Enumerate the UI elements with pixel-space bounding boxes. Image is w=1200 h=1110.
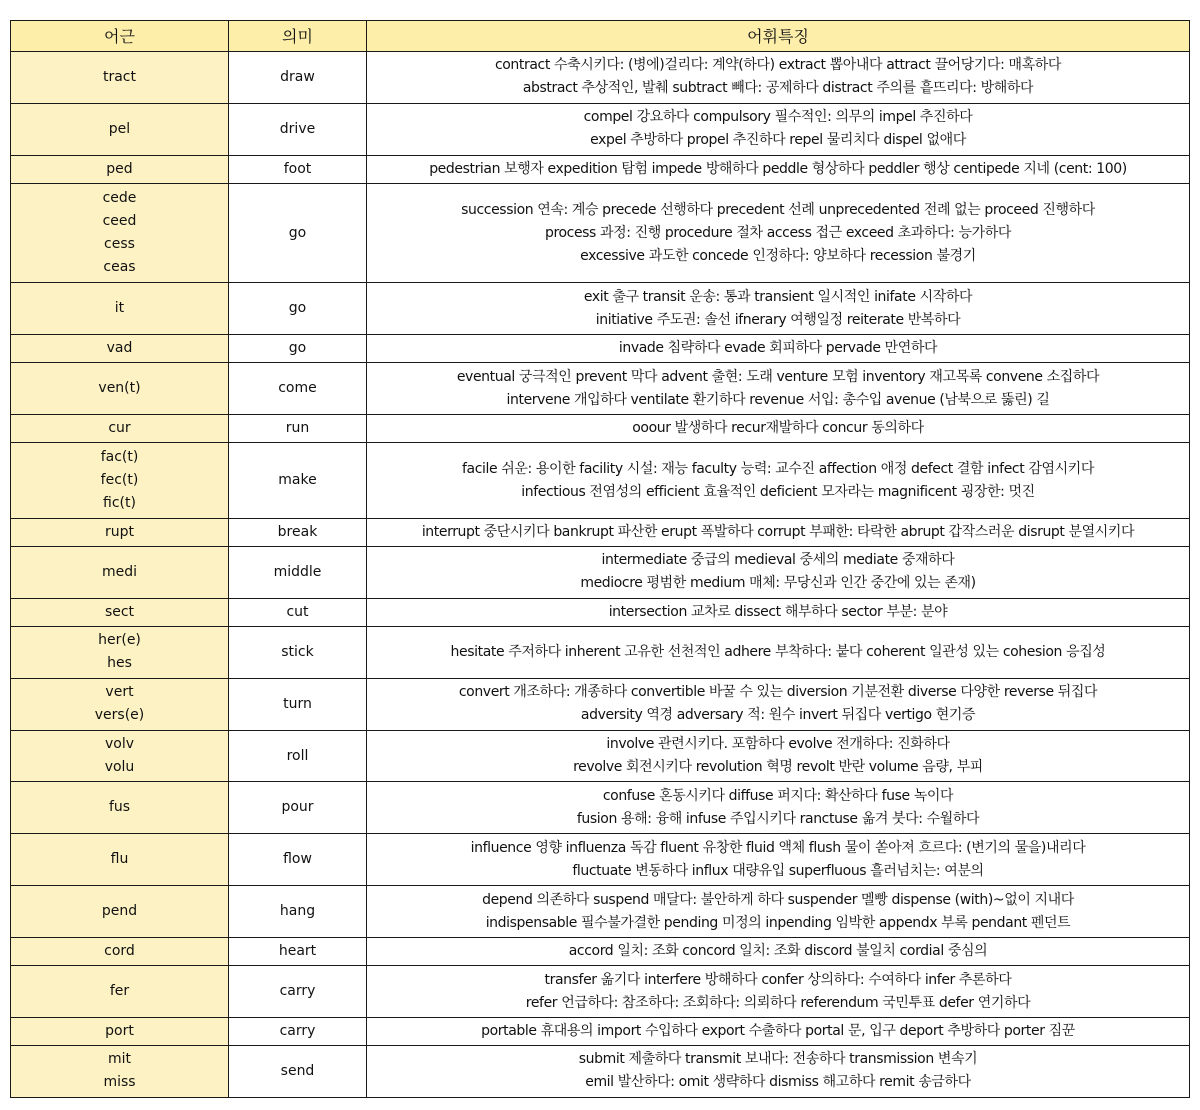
feature-line: submit 제출하다 transmit 보내다: 전송하다 transmission 변속기 bbox=[578, 1051, 978, 1068]
features-cell bbox=[367, 938, 1190, 966]
root-text: ceed bbox=[102, 213, 137, 230]
feature-line: convert 개조하다: 개종하다 convertible 바꿀 수 있는 diversion 기분전환 diverse 다양한 reverse 뒤집다 bbox=[458, 684, 1098, 701]
feature-line: indispensable 필수불가결한 pending 미정의 inpending 임박한 appendx 부록 pendant 펜던트 bbox=[485, 914, 1071, 931]
root-text: fac(t) bbox=[100, 449, 139, 466]
root-cell bbox=[11, 155, 229, 183]
header-meaning: 의미 bbox=[229, 21, 367, 52]
root-cell bbox=[11, 938, 229, 966]
features-cell bbox=[367, 966, 1190, 1018]
table-body bbox=[11, 52, 1190, 1098]
features-cell bbox=[367, 1017, 1190, 1045]
root-text: ped bbox=[106, 160, 133, 177]
table-row bbox=[11, 938, 1190, 966]
root-text: vad bbox=[106, 340, 133, 357]
root-text: cess bbox=[104, 236, 135, 253]
feature-line: compel 강요하다 compulsory 필수적인: 의무의 impel 추진하다 bbox=[583, 109, 973, 126]
meaning-cell: hang bbox=[229, 886, 367, 938]
feature-line: pedestrian 보행자 expedition 탐험 impede 방해하다 peddle 형상하다 peddler 행상 centipede 지네 (cent: 100) bbox=[429, 160, 1127, 177]
root-text: her(e) bbox=[98, 632, 141, 649]
feature-line: portable 휴대용의 import 수입하다 export 수출하다 portal 문, 입구 deport 추방하다 porter 짐꾼 bbox=[481, 1022, 1075, 1039]
feature-line: adversity 역경 adversary 적: 원수 invert 뒤집다 vertigo 현기증 bbox=[580, 707, 976, 724]
feature-line: hesitate 주저하다 inherent 고유한 선천적인 adhere 부착하다: 붙다 coherent 일관성 있는 cohesion 응집성 bbox=[450, 643, 1106, 660]
meaning-cell: middle bbox=[229, 546, 367, 598]
meaning-cell: stick bbox=[229, 626, 367, 678]
table-row bbox=[11, 730, 1190, 782]
meaning-cell: go bbox=[229, 283, 367, 335]
feature-line: confuse 혼동시키다 diffuse 퍼지다: 확산하다 fuse 녹이다 bbox=[602, 787, 954, 804]
table-row bbox=[11, 415, 1190, 443]
root-cell bbox=[11, 730, 229, 782]
table-row bbox=[11, 966, 1190, 1018]
feature-line: depend 의존하다 suspend 매달다: 불안하게 하다 suspender 멜빵 dispense (with)~없이 지내다 bbox=[482, 891, 1074, 908]
meaning-cell: run bbox=[229, 415, 367, 443]
features-cell bbox=[367, 730, 1190, 782]
root-text: it bbox=[114, 300, 125, 317]
features-cell bbox=[367, 52, 1190, 104]
feature-line: fluctuate 변동하다 influx 대량유입 superfluous 흘러넘치는: 여분의 bbox=[572, 862, 984, 879]
table-row bbox=[11, 626, 1190, 678]
features-cell bbox=[367, 518, 1190, 546]
root-text: fus bbox=[108, 799, 131, 816]
table-row bbox=[11, 443, 1190, 519]
feature-line: expel 추방하다 propel 추진하다 repel 물리치다 dispel 없애다 bbox=[590, 132, 966, 149]
root-cell bbox=[11, 782, 229, 834]
table-row bbox=[11, 518, 1190, 546]
meaning-cell: make bbox=[229, 443, 367, 519]
feature-line: involve 관련시키다. 포함하다 evolve 전개하다: 진화하다 bbox=[606, 736, 950, 752]
feature-line: intermediate 중급의 medieval 중세의 mediate 중재하다 bbox=[601, 552, 955, 569]
features-cell bbox=[367, 283, 1190, 335]
root-cell bbox=[11, 598, 229, 626]
feature-line: interrupt 중단시키다 bankrupt 파산한 erupt 폭발하다 corrupt 부패한: 타락한 abrupt 갑작스러운 disrupt 분열시키다 bbox=[421, 523, 1135, 540]
feature-line: abstract 추상적인, 발췌 subtract 빼다: 공제하다 distract 주의를 흩뜨리다: 방해하다 bbox=[522, 80, 1034, 97]
features-cell bbox=[367, 678, 1190, 730]
feature-line: intervene 개입하다 ventilate 환기하다 revenue 서입: 총수입 avenue (남북으로 뚫린) 길 bbox=[506, 391, 1050, 408]
root-text: flu bbox=[110, 851, 129, 868]
feature-line: excessive 과도한 concede 인정하다: 양보하다 recession 불경기 bbox=[580, 247, 976, 264]
feature-line: facile 쉬운: 용이한 facility 시설: 재능 faculty 능력: 교수진 affection 애정 defect 결함 infect 감염시키다 bbox=[462, 460, 1094, 477]
root-text: pend bbox=[101, 903, 138, 920]
features-cell bbox=[367, 183, 1190, 283]
feature-line: revolve 회전시키다 revolution 혁명 revolt 반란 volume 음량, 부피 bbox=[573, 759, 983, 775]
feature-line: process 과정: 진행 procedure 절차 access 접근 exceed 초과하다: 능가하다 bbox=[544, 224, 1012, 241]
table-row bbox=[11, 782, 1190, 834]
header-row bbox=[11, 21, 1190, 52]
meaning-cell: draw bbox=[229, 52, 367, 104]
table-row bbox=[11, 363, 1190, 415]
root-text: pel bbox=[108, 120, 131, 137]
root-cell bbox=[11, 103, 229, 155]
table-row bbox=[11, 598, 1190, 626]
meaning-cell: pour bbox=[229, 782, 367, 834]
root-cell bbox=[11, 886, 229, 938]
meaning-cell: turn bbox=[229, 678, 367, 730]
root-text: volu bbox=[104, 759, 135, 775]
root-text: port bbox=[105, 1022, 134, 1039]
table-row bbox=[11, 1017, 1190, 1045]
feature-line: fusion 용해: 융해 infuse 주입시키다 ranctuse 옮겨 붓다: 수월하다 bbox=[576, 810, 980, 827]
meaning-cell: break bbox=[229, 518, 367, 546]
root-text: miss bbox=[103, 1074, 136, 1091]
feature-line: mediocre 평범한 medium 매체: 무당신과 인간 중간에 있는 존재) bbox=[580, 575, 976, 592]
root-cell bbox=[11, 518, 229, 546]
root-cell bbox=[11, 335, 229, 363]
feature-line: infectious 전염성의 efficient 효율적인 deficient 모자라는 magnificent 굉장한: 멋진 bbox=[521, 483, 1035, 500]
feature-line: intersection 교차로 dissect 해부하다 sector 부분: 분야 bbox=[608, 603, 948, 620]
table-row bbox=[11, 886, 1190, 938]
header-root: 어근 bbox=[11, 21, 229, 52]
features-cell bbox=[367, 1045, 1190, 1097]
features-cell bbox=[367, 598, 1190, 626]
root-text: fer bbox=[109, 983, 130, 1000]
meaning-cell: heart bbox=[229, 938, 367, 966]
meaning-cell: send bbox=[229, 1045, 367, 1097]
root-text: vers(e) bbox=[94, 707, 145, 724]
features-cell bbox=[367, 335, 1190, 363]
features-cell bbox=[367, 886, 1190, 938]
root-text: tract bbox=[102, 68, 136, 85]
root-text: volv bbox=[104, 736, 135, 752]
table-row bbox=[11, 678, 1190, 730]
features-cell bbox=[367, 363, 1190, 415]
features-cell bbox=[367, 834, 1190, 886]
root-text: rupt bbox=[104, 523, 134, 540]
header-features: 어휘특징 bbox=[367, 21, 1190, 52]
root-cell bbox=[11, 626, 229, 678]
root-cell bbox=[11, 363, 229, 415]
table-row bbox=[11, 546, 1190, 598]
root-cell bbox=[11, 183, 229, 283]
root-cell bbox=[11, 834, 229, 886]
root-text: sect bbox=[104, 603, 135, 620]
meaning-cell: go bbox=[229, 183, 367, 283]
meaning-cell: roll bbox=[229, 730, 367, 782]
root-cell bbox=[11, 678, 229, 730]
root-text: cord bbox=[104, 943, 135, 960]
root-text: hes bbox=[107, 655, 132, 672]
root-text: ven(t) bbox=[98, 380, 141, 397]
root-cell bbox=[11, 443, 229, 519]
feature-line: exit 출구 transit 운송: 통과 transient 일시적인 inifate 시작하다 bbox=[583, 288, 973, 305]
features-cell bbox=[367, 546, 1190, 598]
meaning-cell: foot bbox=[229, 155, 367, 183]
feature-line: refer 언급하다: 참조하다: 조회하다: 의뢰하다 referendum 국민투표 defer 연기하다 bbox=[525, 994, 1031, 1011]
features-cell bbox=[367, 103, 1190, 155]
table-row bbox=[11, 283, 1190, 335]
features-cell bbox=[367, 155, 1190, 183]
vocabulary-table bbox=[10, 20, 1190, 1098]
features-cell bbox=[367, 415, 1190, 443]
table-row bbox=[11, 155, 1190, 183]
meaning-cell: come bbox=[229, 363, 367, 415]
root-cell bbox=[11, 52, 229, 104]
meaning-cell: carry bbox=[229, 966, 367, 1018]
features-cell bbox=[367, 782, 1190, 834]
feature-line: succession 연속: 계승 precede 선행하다 precedent 선례 unprecedented 전례 없는 proceed 진행하다 bbox=[461, 201, 1095, 218]
table-row bbox=[11, 103, 1190, 155]
root-cell bbox=[11, 546, 229, 598]
feature-line: eventual 궁극적인 prevent 막다 advent 출현: 도래 venture 모험 inventory 재고목록 convene 소집하다 bbox=[456, 368, 1100, 385]
feature-line: contract 수축시키다: (병에)걸리다: 계약(하다) extract 뽑아내다 attract 끌어당기다: 매혹하다 bbox=[494, 57, 1062, 74]
table-row bbox=[11, 183, 1190, 283]
feature-line: ooour 발생하다 recur재발하다 concur 동의하다 bbox=[632, 420, 924, 437]
root-text: medi bbox=[101, 563, 138, 580]
feature-line: accord 일치: 조화 concord 일치: 조화 discord 불일치 cordial 중심의 bbox=[568, 943, 988, 960]
table-row bbox=[11, 335, 1190, 363]
root-cell bbox=[11, 966, 229, 1018]
table-row bbox=[11, 834, 1190, 886]
feature-line: invade 침략하다 evade 회피하다 pervade 만연하다 bbox=[618, 340, 938, 357]
meaning-cell: go bbox=[229, 335, 367, 363]
feature-line: transfer 옮기다 interfere 방해하다 confer 상의하다: 수여하다 infer 추론하다 bbox=[544, 971, 1012, 988]
meaning-cell: cut bbox=[229, 598, 367, 626]
feature-line: influence 영향 influenza 독감 fluent 유창한 fluid 액체 flush 물이 쏟아져 흐르다: (변기의 물을)내리다 bbox=[470, 839, 1086, 856]
meaning-cell: flow bbox=[229, 834, 367, 886]
features-cell bbox=[367, 626, 1190, 678]
root-cell bbox=[11, 415, 229, 443]
root-cell bbox=[11, 283, 229, 335]
feature-line: emil 발산하다: omit 생략하다 dismiss 해고하다 remit 송금하다 bbox=[585, 1074, 971, 1091]
table-row bbox=[11, 1045, 1190, 1097]
meaning-cell: carry bbox=[229, 1017, 367, 1045]
feature-line: initiative 주도권: 솔선 ifnerary 여행일정 reiterate 반복하다 bbox=[595, 311, 961, 328]
root-text: fec(t) bbox=[100, 472, 139, 489]
table-row bbox=[11, 52, 1190, 104]
root-text: cur bbox=[108, 420, 131, 437]
features-cell bbox=[367, 443, 1190, 519]
root-cell bbox=[11, 1017, 229, 1045]
root-text: fic(t) bbox=[103, 495, 136, 512]
meaning-cell: drive bbox=[229, 103, 367, 155]
root-text: cede bbox=[102, 190, 137, 207]
root-text: ceas bbox=[103, 259, 136, 276]
root-text: vert bbox=[105, 684, 134, 701]
root-cell bbox=[11, 1045, 229, 1097]
root-text: mit bbox=[107, 1051, 132, 1068]
